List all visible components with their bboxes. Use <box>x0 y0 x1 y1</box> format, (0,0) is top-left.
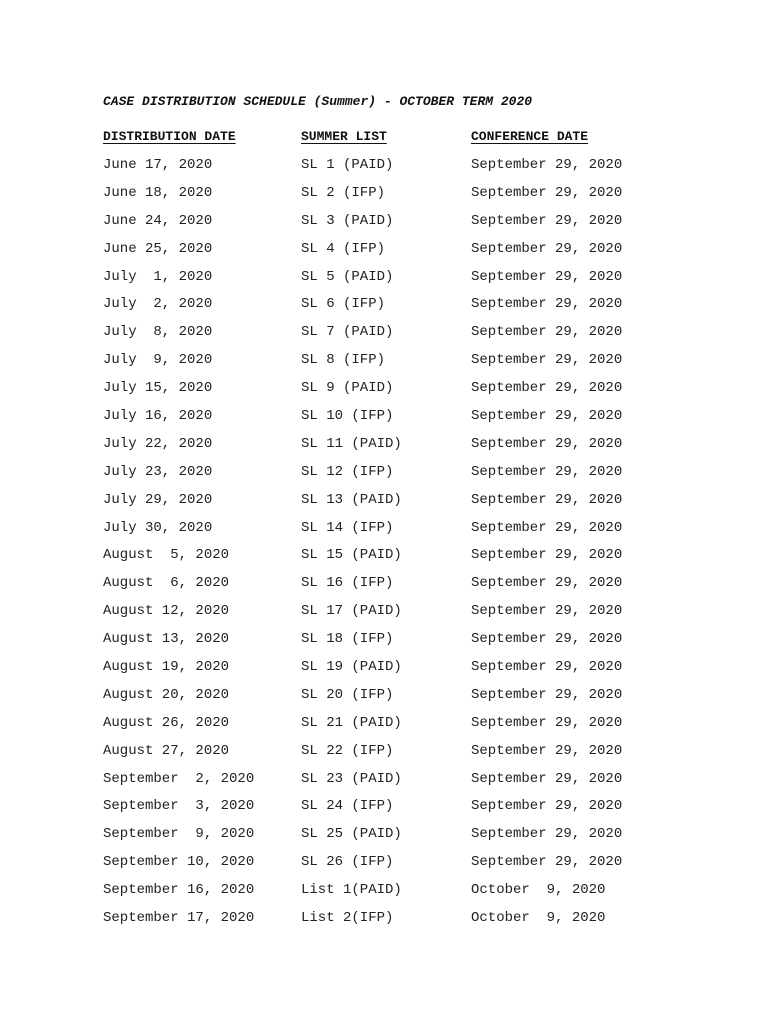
summer-list-cell: SL 17 (PAID) <box>301 603 402 620</box>
conference-date-cell: September 29, 2020 <box>471 631 623 648</box>
distribution-date-cell: August 27, 2020 <box>103 742 230 759</box>
summer-list-cell: List 1(PAID) <box>301 882 402 899</box>
table-row <box>0 573 768 601</box>
distribution-date-cell: June 25, 2020 <box>103 240 213 257</box>
table-row <box>0 657 768 685</box>
distribution-date-cell: July 1, 2020 <box>103 268 213 285</box>
conference-date-cell: September 29, 2020 <box>471 324 623 341</box>
summer-list-cell: SL 10 (IFP) <box>301 408 394 425</box>
distribution-date-cell: July 2, 2020 <box>103 296 213 313</box>
table-row <box>0 824 768 852</box>
conference-date-cell: September 29, 2020 <box>471 296 623 313</box>
conference-date-cell: September 29, 2020 <box>471 686 623 703</box>
table-row <box>0 852 768 880</box>
table-row <box>0 629 768 657</box>
conference-date-cell: September 29, 2020 <box>471 659 623 676</box>
distribution-date-cell: July 29, 2020 <box>103 491 213 508</box>
distribution-date-cell: August 26, 2020 <box>103 714 230 731</box>
conference-date-cell: September 29, 2020 <box>471 826 623 843</box>
table-row <box>0 267 768 295</box>
distribution-date-cell: July 16, 2020 <box>103 408 213 425</box>
table-row <box>0 350 768 378</box>
distribution-date-cell: August 5, 2020 <box>103 547 230 564</box>
conference-date-cell: September 29, 2020 <box>471 798 623 815</box>
distribution-date-cell: July 9, 2020 <box>103 352 213 369</box>
table-row <box>0 796 768 824</box>
distribution-date-cell: June 17, 2020 <box>103 157 213 173</box>
summer-list-cell: SL 13 (PAID) <box>301 491 402 508</box>
summer-list-cell: SL 18 (IFP) <box>301 631 394 648</box>
summer-list-cell: List 2(IFP) <box>301 910 394 927</box>
distribution-date-cell: July 22, 2020 <box>103 435 213 452</box>
summer-list-cell: SL 22 (IFP) <box>301 742 394 759</box>
distribution-date-cell: June 24, 2020 <box>103 212 213 229</box>
summer-list-cell: SL 12 (IFP) <box>301 463 394 480</box>
table-row <box>0 239 768 267</box>
distribution-date-cell: September 2, 2020 <box>103 770 255 787</box>
table-row <box>0 601 768 629</box>
summer-list-cell: SL 5 (PAID) <box>301 268 394 285</box>
table-row <box>0 434 768 462</box>
summer-list-cell: SL 24 (IFP) <box>301 798 394 815</box>
table-row <box>0 490 768 518</box>
conference-date-cell: September 29, 2020 <box>471 463 623 480</box>
summer-list-cell: SL 25 (PAID) <box>301 826 402 843</box>
conference-date-cell: September 29, 2020 <box>471 575 623 592</box>
table-row <box>0 155 768 183</box>
summer-list-cell: SL 6 (IFP) <box>301 296 386 313</box>
table-row <box>0 685 768 713</box>
conference-date-cell: September 29, 2020 <box>471 184 623 201</box>
conference-date-cell: September 29, 2020 <box>471 435 623 452</box>
column-header-summer-list: SUMMER LIST <box>301 129 387 144</box>
conference-date-cell: September 29, 2020 <box>471 240 623 257</box>
summer-list-cell: SL 9 (PAID) <box>301 380 394 397</box>
page-title: CASE DISTRIBUTION SCHEDULE (Summer) - OCTOBER TERM 2020 <box>103 94 533 109</box>
table-row <box>0 294 768 322</box>
distribution-date-cell: July 30, 2020 <box>103 519 213 536</box>
schedule-table <box>0 155 768 936</box>
table-row <box>0 741 768 769</box>
conference-date-cell: October 9, 2020 <box>471 882 606 899</box>
summer-list-cell: SL 23 (PAID) <box>301 770 402 787</box>
conference-date-cell: September 29, 2020 <box>471 380 623 397</box>
table-row <box>0 713 768 741</box>
table-row <box>0 183 768 211</box>
distribution-date-cell: September 10, 2020 <box>103 854 255 871</box>
conference-date-cell: September 29, 2020 <box>471 547 623 564</box>
table-row <box>0 211 768 239</box>
conference-date-cell: September 29, 2020 <box>471 714 623 731</box>
summer-list-cell: SL 8 (IFP) <box>301 352 386 369</box>
summer-list-cell: SL 19 (PAID) <box>301 659 402 676</box>
summer-list-cell: SL 11 (PAID) <box>301 435 402 452</box>
distribution-date-cell: August 12, 2020 <box>103 603 230 620</box>
table-row <box>0 406 768 434</box>
conference-date-cell: September 29, 2020 <box>471 491 623 508</box>
distribution-date-cell: July 8, 2020 <box>103 324 213 341</box>
distribution-date-cell: September 3, 2020 <box>103 798 255 815</box>
distribution-date-cell: July 23, 2020 <box>103 463 213 480</box>
conference-date-cell: September 29, 2020 <box>471 770 623 787</box>
conference-date-cell: September 29, 2020 <box>471 212 623 229</box>
summer-list-cell: SL 2 (IFP) <box>301 184 386 201</box>
summer-list-cell: SL 26 (IFP) <box>301 854 394 871</box>
distribution-date-cell: July 15, 2020 <box>103 380 213 397</box>
distribution-date-cell: September 17, 2020 <box>103 910 255 927</box>
table-row <box>0 545 768 573</box>
summer-list-cell: SL 14 (IFP) <box>301 519 394 536</box>
conference-date-cell: September 29, 2020 <box>471 408 623 425</box>
table-row <box>0 518 768 546</box>
distribution-date-cell: August 6, 2020 <box>103 575 230 592</box>
table-row <box>0 769 768 797</box>
table-row <box>0 378 768 406</box>
summer-list-cell: SL 16 (IFP) <box>301 575 394 592</box>
column-header-conference-date: CONFERENCE DATE <box>471 129 589 144</box>
conference-date-cell: September 29, 2020 <box>471 352 623 369</box>
summer-list-cell: SL 7 (PAID) <box>301 324 394 341</box>
summer-list-cell: SL 4 (IFP) <box>301 240 386 257</box>
conference-date-cell: September 29, 2020 <box>471 519 623 536</box>
summer-list-cell: SL 21 (PAID) <box>301 714 402 731</box>
column-header-distribution-date: DISTRIBUTION DATE <box>103 129 236 144</box>
conference-date-cell: September 29, 2020 <box>471 854 623 871</box>
summer-list-cell: SL 1 (PAID) <box>301 157 394 173</box>
distribution-date-cell: September 16, 2020 <box>103 882 255 899</box>
distribution-date-cell: August 20, 2020 <box>103 686 230 703</box>
summer-list-cell: SL 15 (PAID) <box>301 547 402 564</box>
summer-list-cell: SL 20 (IFP) <box>301 686 394 703</box>
conference-date-cell: September 29, 2020 <box>471 157 623 173</box>
conference-date-cell: September 29, 2020 <box>471 603 623 620</box>
distribution-date-cell: August 13, 2020 <box>103 631 230 648</box>
table-row <box>0 322 768 350</box>
distribution-date-cell: June 18, 2020 <box>103 184 213 201</box>
distribution-date-cell: September 9, 2020 <box>103 826 255 843</box>
summer-list-cell: SL 3 (PAID) <box>301 212 394 229</box>
conference-date-cell: September 29, 2020 <box>471 742 623 759</box>
conference-date-cell: September 29, 2020 <box>471 268 623 285</box>
conference-date-cell: October 9, 2020 <box>471 910 606 927</box>
table-row <box>0 462 768 490</box>
distribution-date-cell: August 19, 2020 <box>103 659 230 676</box>
table-row <box>0 880 768 908</box>
table-row <box>0 908 768 936</box>
